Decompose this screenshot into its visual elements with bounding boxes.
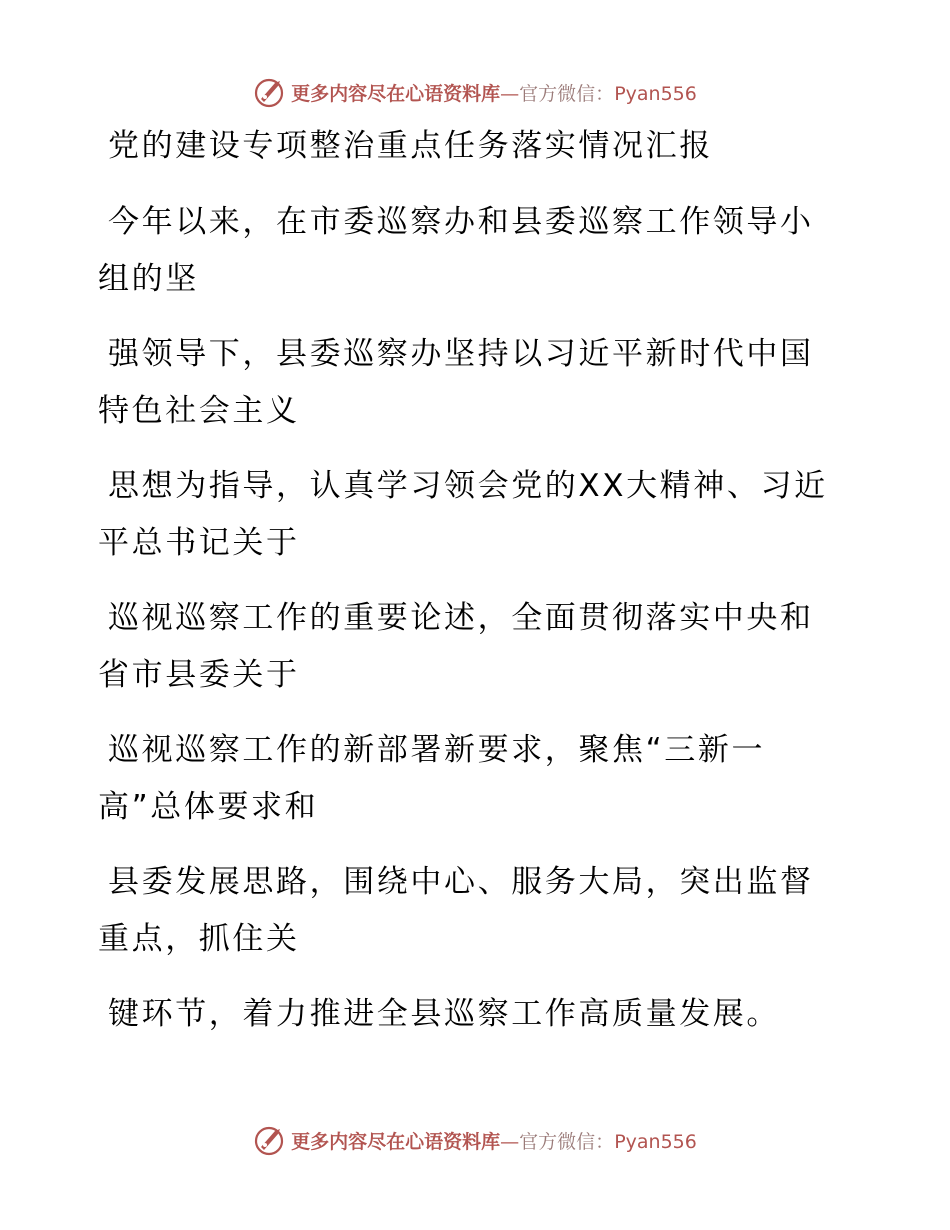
document-line: 高”总体要求和 xyxy=(98,789,319,825)
document-line: 平总书记关于 xyxy=(98,525,300,561)
header-banner xyxy=(0,72,950,112)
pen-nib-logo-icon xyxy=(253,1123,287,1157)
document-line: 重点，抓住关 xyxy=(98,921,300,957)
footer-banner xyxy=(0,1120,950,1160)
document-line: 特色社会主义 xyxy=(98,393,300,429)
document-line: 省市县委关于 xyxy=(98,657,300,693)
document-line: 今年以来，在市委巡察办和县委巡察工作领导小 xyxy=(108,204,814,240)
header-banner-text xyxy=(291,79,697,106)
document-line: 思想为指导，认真学习领会党的XX大精神、习近 xyxy=(108,468,828,504)
footer-banner-text xyxy=(291,1127,697,1154)
footer-banner-dash: — xyxy=(500,1130,520,1153)
document-line: 巡视巡察工作的重要论述，全面贯彻落实中央和 xyxy=(108,600,814,636)
document-line: 巡视巡察工作的新部署新要求，聚焦“三新一 xyxy=(108,732,766,768)
document-line: 强领导下，县委巡察办坚持以习近平新时代中国 xyxy=(108,336,814,372)
header-banner-wechat-id: Pyan556 xyxy=(614,82,697,105)
footer-banner-title: 更多内容尽在心语资料库 xyxy=(291,1130,501,1153)
header-banner-official-label: 官方微信： xyxy=(519,82,615,105)
footer-banner-official-label: 官方微信： xyxy=(519,1130,615,1153)
footer-banner-wechat-id: Pyan556 xyxy=(614,1130,697,1153)
header-banner-title: 更多内容尽在心语资料库 xyxy=(291,82,501,105)
document-line: 县委发展思路，围绕中心、服务大局，突出监督 xyxy=(108,864,814,900)
document-line: 组的坚 xyxy=(98,261,199,297)
document-line: 键环节，着力推进全县巡察工作高质量发展。 xyxy=(108,996,780,1032)
document-title: 党的建设专项整治重点任务落实情况汇报 xyxy=(108,128,713,164)
header-banner-dash: — xyxy=(500,82,520,105)
pen-nib-logo-icon xyxy=(253,75,287,109)
